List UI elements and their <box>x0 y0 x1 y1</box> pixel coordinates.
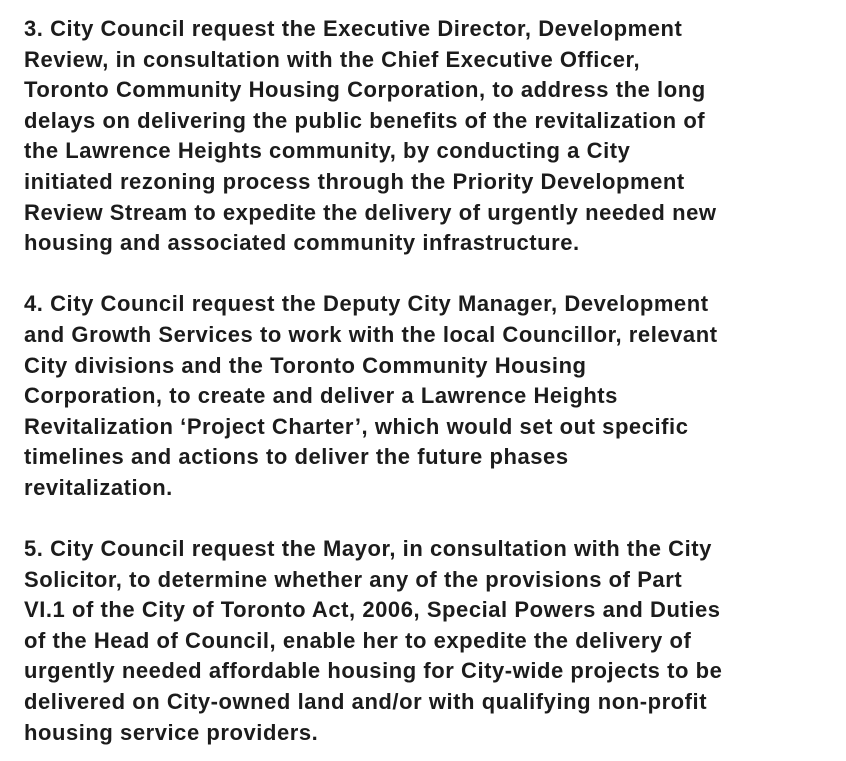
text-line: housing and associated community infrastructure. <box>24 230 580 256</box>
text-line: Revitalization ‘Project Charter’, which would set out specific <box>24 413 689 439</box>
recommendation-5 <box>24 534 824 748</box>
recommendation-3 <box>24 14 824 259</box>
text-line: City divisions and the Toronto Community Housing <box>24 352 587 378</box>
text-line: timelines and actions to deliver the future phases <box>24 444 569 470</box>
text-line: Corporation, to create and deliver a Lawrence Heights <box>24 383 618 409</box>
text-line: Review, in consultation with the Chief Executive Officer, <box>24 46 641 72</box>
text-line: 5. City Council request the Mayor, in consultation with the City <box>24 536 712 562</box>
text-line: 4. City Council request the Deputy City Manager, Development <box>24 291 709 317</box>
text-line: revitalization. <box>24 474 173 500</box>
text-line: the Lawrence Heights community, by conducting a City <box>24 138 631 164</box>
text-line: and Growth Services to work with the local Councillor, relevant <box>24 321 718 347</box>
text-line: delivered on City-owned land and/or with qualifying non-profit <box>24 689 708 715</box>
text-line: delays on delivering the public benefits of the revitalization of <box>24 107 706 133</box>
text-line: VI.1 of the City of Toronto Act, 2006, Special Powers and Duties <box>24 597 721 623</box>
recommendation-4 <box>24 289 824 503</box>
text-line: Toronto Community Housing Corporation, to address the long <box>24 77 706 103</box>
text-line: Review Stream to expedite the delivery of urgently needed new <box>24 199 717 225</box>
text-line: housing service providers. <box>24 719 319 745</box>
text-line: urgently needed affordable housing for City-wide projects to be <box>24 658 723 684</box>
text-line: 3. City Council request the Executive Director, Development <box>24 16 683 41</box>
text-line: of the Head of Council, enable her to expedite the delivery of <box>24 627 692 653</box>
text-line: Solicitor, to determine whether any of the provisions of Part <box>24 566 683 592</box>
document-page <box>24 14 824 748</box>
text-line: initiated rezoning process through the Priority Development <box>24 168 685 194</box>
